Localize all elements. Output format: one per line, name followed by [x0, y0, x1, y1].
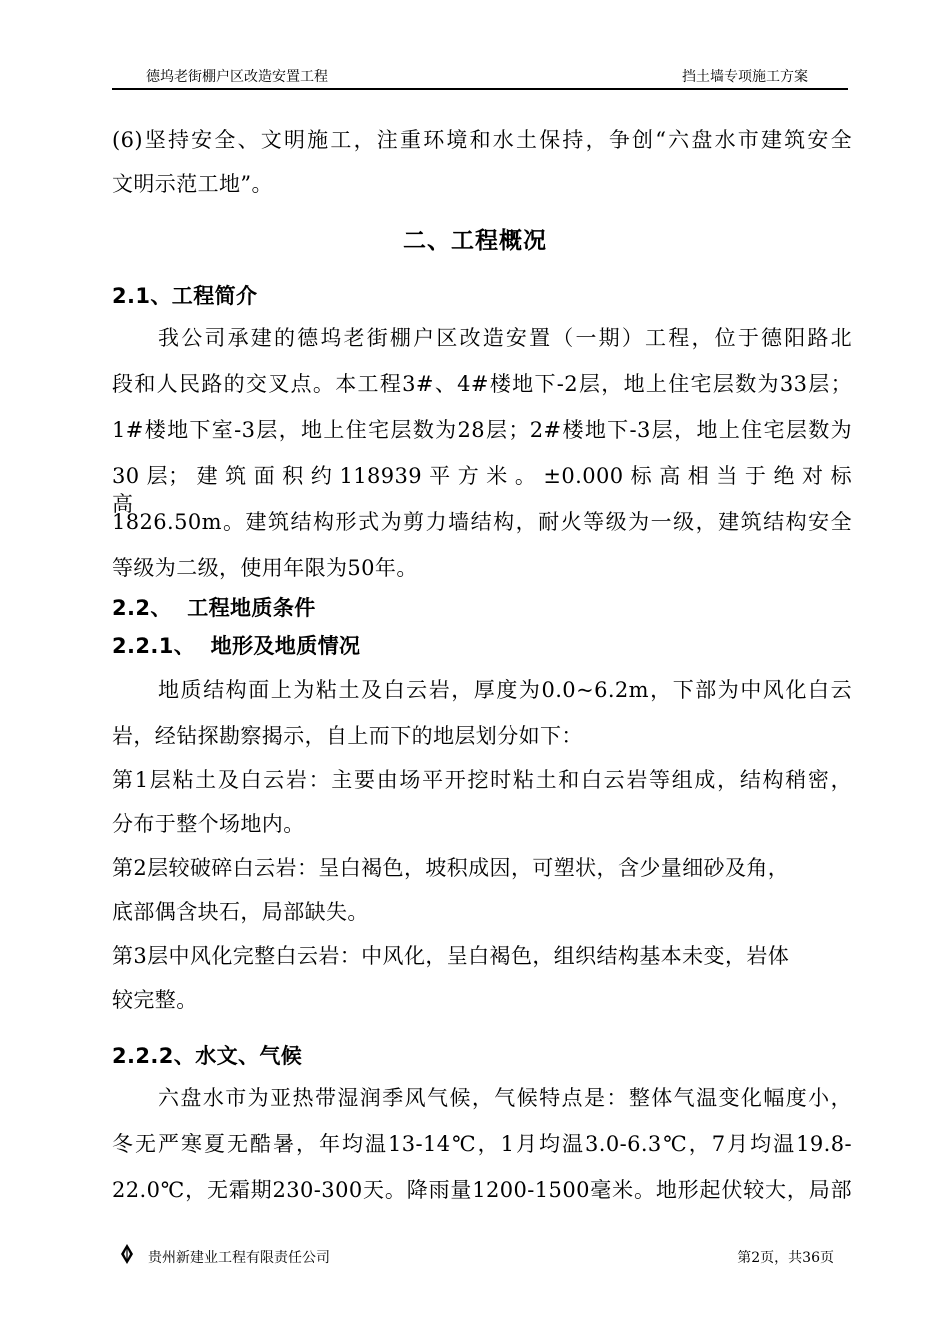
chapter-title: 二、工程概况 [403, 228, 547, 254]
layer-2-line-1: 第2层较破碎白云岩：呈白褐色，坡积成因，可塑状，含少量细砂及角， [112, 856, 790, 880]
section-2-2-title: 2.2、 工程地质条件 [112, 596, 316, 620]
layer-2-line-2: 底部偶含块石，局部缺失。 [112, 900, 369, 924]
page-footer [112, 1244, 848, 1268]
intro-line-2: 文明示范工地”。 [112, 172, 273, 196]
section-2-2-1-title: 2.2.1、 地形及地质情况 [112, 634, 361, 658]
header-project-name: 德坞老街棚户区改造安置工程 [146, 69, 328, 85]
footer-company-name: 贵州新建业工程有限责任公司 [148, 1250, 330, 1266]
section-2-2-2-title: 2.2.2、水文、气候 [112, 1044, 303, 1068]
s222-para-line-2: 冬无严寒夏无酷暑，年均温13-14℃，1月均温3.0-6.3℃，7月均温19.8- [112, 1132, 852, 1156]
s221-para-line-2: 岩，经钻探勘察揭示，自上而下的地层划分如下： [112, 724, 583, 748]
s222-para-line-1: 六盘水市为亚热带湿润季风气候，气候特点是：整体气温变化幅度小， [158, 1086, 852, 1110]
s21-para-line-6: 等级为二级，使用年限为50年。 [112, 556, 418, 580]
layer-3-line-1: 第3层中风化完整白云岩：中风化，呈白褐色，组织结构基本未变，岩体 [112, 944, 790, 968]
s21-para-line-2: 段和人民路的交叉点。本工程3#、4#楼地下-2层，地上住宅层数为33层； [112, 372, 852, 396]
company-logo-icon [120, 1244, 134, 1264]
s21-para-line-3: 1#楼地下室-3层，地上住宅层数为28层；2#楼地下-3层，地上住宅层数为 [112, 418, 852, 442]
header-document-title: 挡土墙专项施工方案 [682, 69, 808, 85]
footer-page-number: 第2页，共36页 [737, 1250, 834, 1266]
layer-3-line-2: 较完整。 [112, 988, 198, 1012]
s21-para-line-1: 我公司承建的德坞老街棚户区改造安置（一期）工程，位于德阳路北 [158, 326, 852, 350]
layer-1-line-1: 第1层粘土及白云岩：主要由场平开挖时粘土和白云岩等组成，结构稍密， [112, 768, 852, 792]
s221-para-line-1: 地质结构面上为粘土及白云岩，厚度为0.0~6.2m，下部为中风化白云 [158, 678, 852, 702]
header-rule [112, 89, 848, 90]
s21-para-line-4: 30 层； 建 筑 面 积 约 118939 平 方 米 。 ±0.000 标 高 相 当 于 绝 对 标 高 [112, 464, 852, 516]
section-2-1-title: 2.1、工程简介 [112, 284, 258, 308]
intro-line-1: (6)坚持安全、文明施工，注重环境和水土保持，争创“六盘水市建筑安全 [112, 128, 852, 152]
page-header [112, 66, 848, 89]
layer-1-line-2: 分布于整个场地内。 [112, 812, 305, 836]
s222-para-line-3: 22.0℃，无霜期230-300天。降雨量1200-1500毫米。地形起伏较大，局部 [112, 1178, 852, 1202]
s21-para-line-5: 1826.50m。建筑结构形式为剪力墙结构，耐火等级为一级，建筑结构安全 [112, 510, 852, 534]
